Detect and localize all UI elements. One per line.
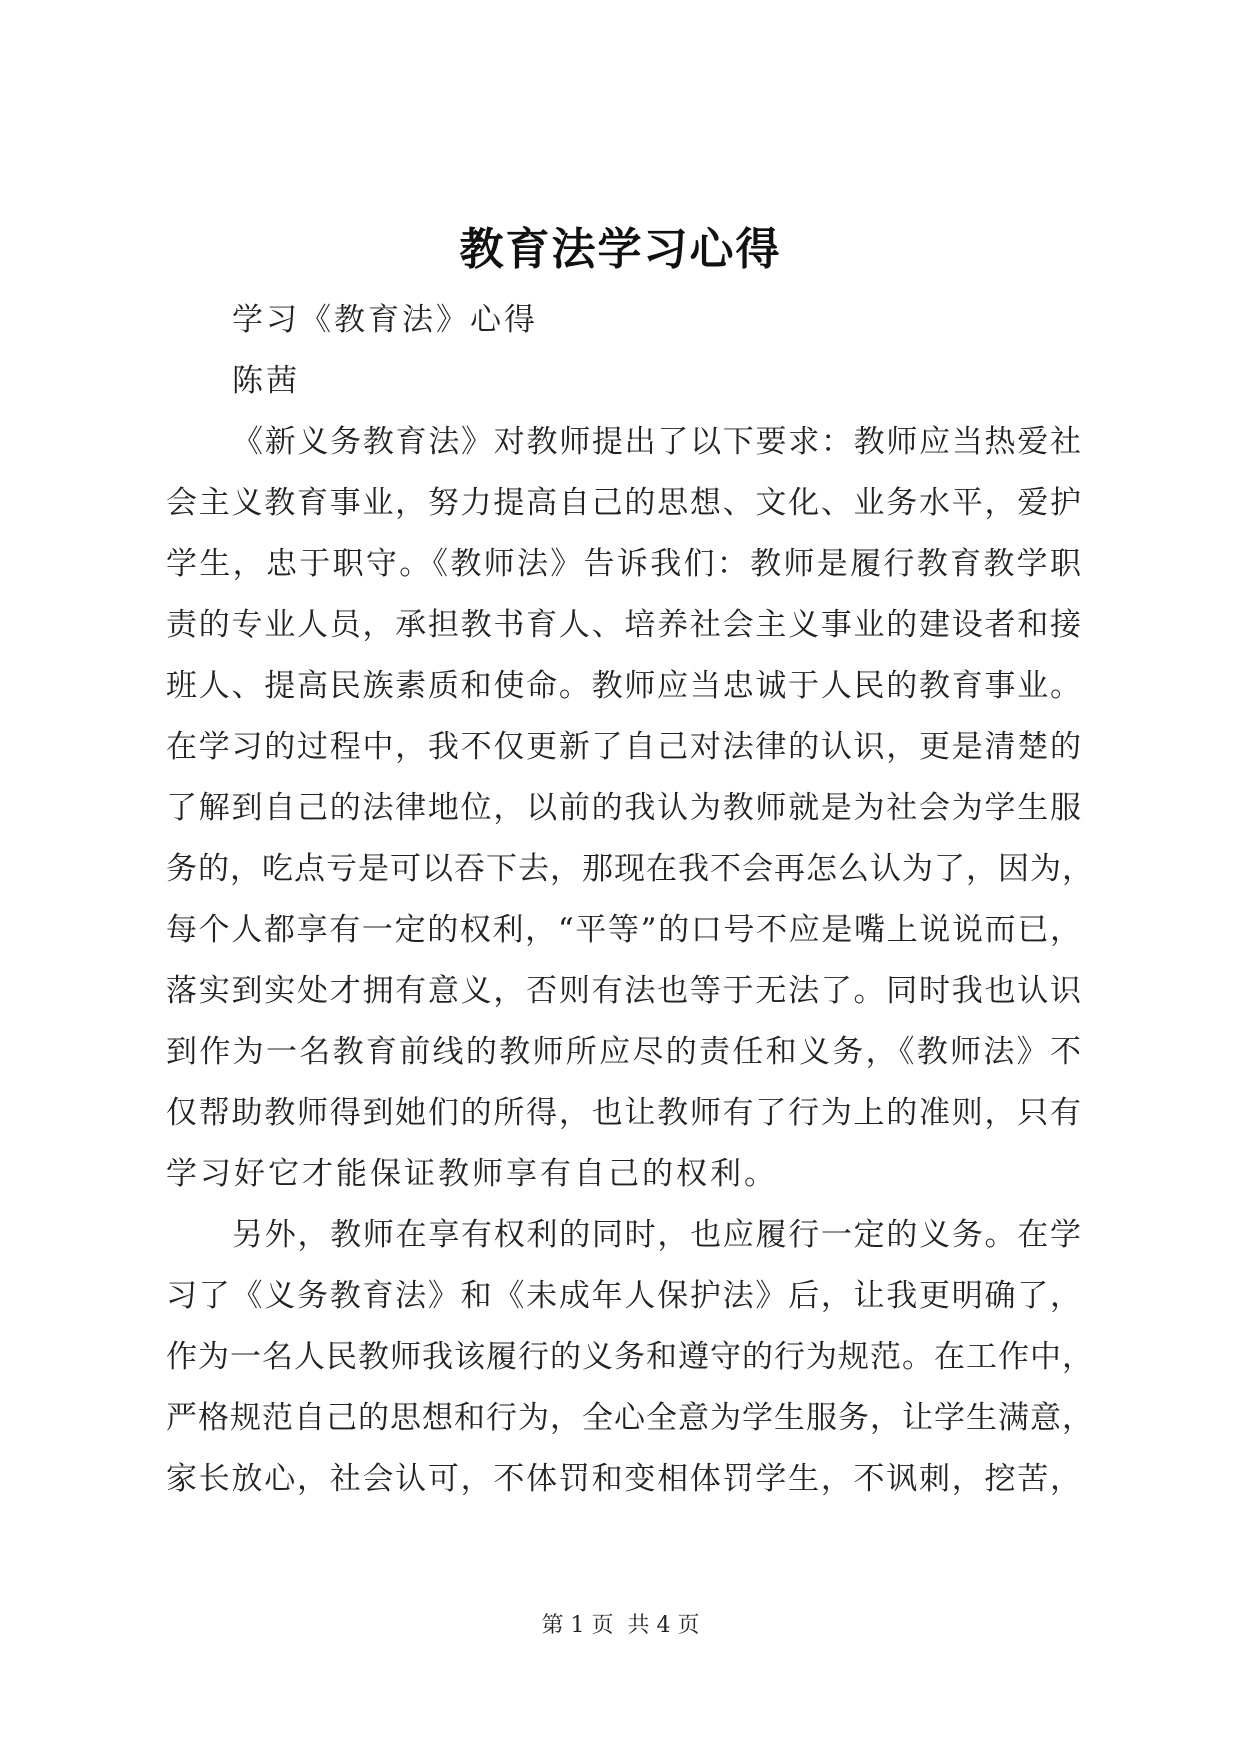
document-title: 教育法学习心得 bbox=[459, 224, 782, 275]
paragraph-line: 学习好它才能保证教师享有自己的权利。 bbox=[166, 1156, 778, 1192]
paragraph-line: 会主义教育事业，努力提高自己的思想、文化、业务水平，爱护 bbox=[166, 485, 1082, 521]
author-line: 陈茜 bbox=[232, 363, 300, 399]
paragraph-line: 责的专业人员，承担教书育人、培养社会主义事业的建设者和接 bbox=[166, 607, 1082, 643]
paragraph-line: 学生，忠于职守。《教师法》告诉我们：教师是履行教育教学职 bbox=[166, 546, 1082, 582]
paragraph-line: 仅帮助教师得到她们的所得，也让教师有了行为上的准则，只有 bbox=[166, 1095, 1082, 1131]
document-body bbox=[166, 290, 1094, 1510]
paragraph-line: 落实到实处才拥有意义，否则有法也等于无法了。同时我也认识 bbox=[166, 973, 1082, 1009]
paragraph-line: 习了《义务教育法》和《未成年人保护法》后，让我更明确了， bbox=[166, 1278, 1082, 1314]
paragraph-line: 作为一名人民教师我该履行的义务和遵守的行为规范。在工作中， bbox=[166, 1339, 1094, 1375]
paragraph-line: 《新义务教育法》对教师提出了以下要求：教师应当热爱社 bbox=[232, 424, 1082, 460]
paragraph-line: 在学习的过程中，我不仅更新了自己对法律的认识，更是清楚的 bbox=[166, 729, 1082, 765]
paragraph-line: 严格规范自己的思想和行为，全心全意为学生服务，让学生满意， bbox=[166, 1400, 1094, 1436]
page-footer bbox=[0, 1608, 1241, 1639]
paragraph-line: 另外，教师在享有权利的同时，也应履行一定的义务。在学 bbox=[232, 1217, 1082, 1253]
page-total: 共 4 页 bbox=[627, 1613, 700, 1638]
paragraph-line: 务的，吃点亏是可以吞下去，那现在我不会再怎么认为了，因为， bbox=[166, 851, 1094, 887]
page-number: 第 1 页 bbox=[541, 1613, 614, 1638]
subtitle-line: 学习《教育法》心得 bbox=[232, 302, 538, 338]
paragraph-line: 到作为一名教育前线的教师所应尽的责任和义务，《教师法》不 bbox=[166, 1034, 1082, 1070]
paragraph-line: 了解到自己的法律地位，以前的我认为教师就是为社会为学生服 bbox=[166, 790, 1082, 826]
paragraph-line: 班人、提高民族素质和使命。教师应当忠诚于人民的教育事业。 bbox=[166, 668, 1082, 704]
paragraph-line: 每个人都享有一定的权利，“平等”的口号不应是嘴上说说而已， bbox=[166, 912, 1082, 948]
paragraph-line: 家长放心，社会认可，不体罚和变相体罚学生，不讽刺，挖苦， bbox=[166, 1461, 1082, 1497]
